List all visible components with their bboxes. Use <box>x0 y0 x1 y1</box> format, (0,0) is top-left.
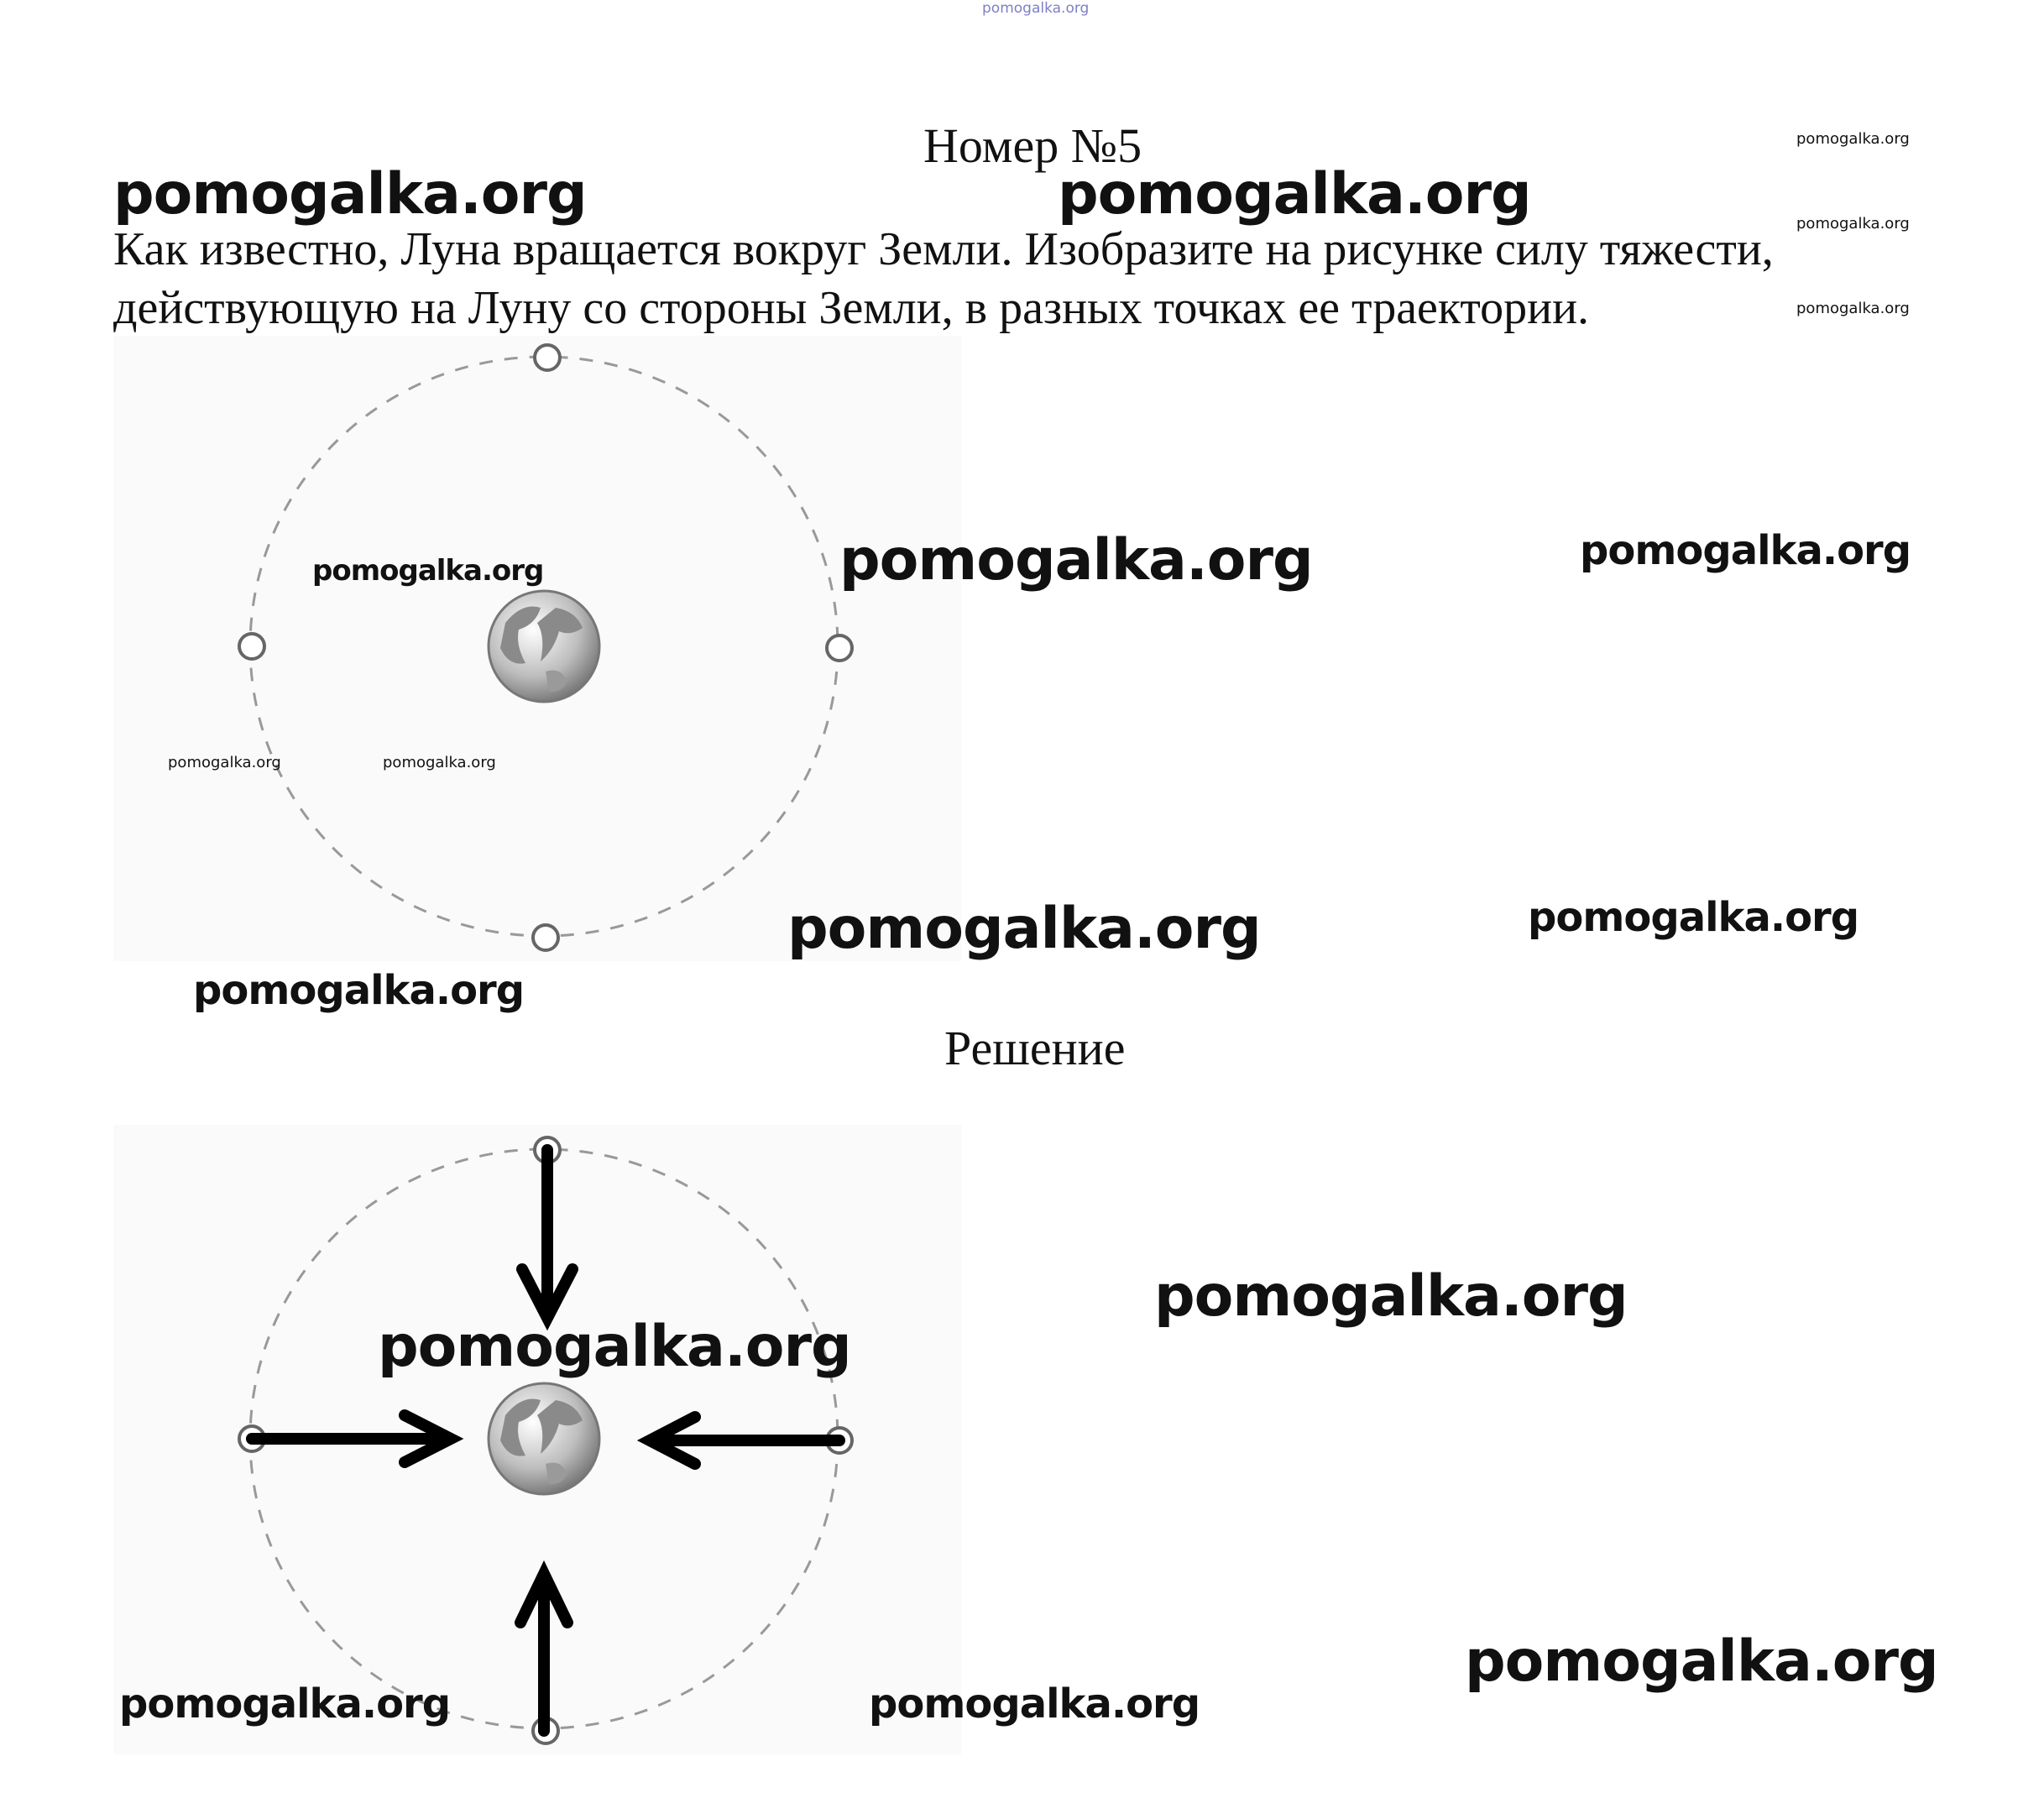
watermark: pomogalka.org <box>113 161 587 227</box>
watermark: pomogalka.org <box>383 754 496 771</box>
watermark: pomogalka.org <box>1058 161 1531 227</box>
watermark: pomogalka.org <box>1796 300 1910 317</box>
watermark: pomogalka.org <box>1580 527 1911 574</box>
watermark: pomogalka.org <box>1154 1263 1628 1330</box>
page-title: Номер №5 <box>923 118 1142 173</box>
watermark: pomogalka.org <box>839 527 1313 593</box>
watermark: pomogalka.org <box>193 967 525 1014</box>
watermark: pomogalka.org <box>1528 894 1859 941</box>
earth-globe-icon <box>489 1383 599 1494</box>
force-arrow-down <box>522 1150 572 1318</box>
watermark: pomogalka.org <box>1796 215 1910 233</box>
watermark: pomogalka.org <box>1796 130 1910 148</box>
watermark: pomogalka.org <box>119 1680 451 1728</box>
watermark: pomogalka.org <box>378 1314 851 1380</box>
header-watermark: pomogalka.org <box>982 0 1090 17</box>
problem-text-line-2: действующую на Луну со стороны Земли, в разных точках ее траектории. <box>113 282 1590 334</box>
force-arrow-up <box>520 1574 567 1731</box>
watermark: pomogalka.org <box>312 554 544 588</box>
watermark: pomogalka.org <box>787 896 1261 962</box>
watermark: pomogalka.org <box>168 754 281 771</box>
solution-heading: Решение <box>944 1021 1126 1075</box>
watermark: pomogalka.org <box>1465 1628 1938 1695</box>
force-arrow-right <box>252 1415 451 1462</box>
watermark: pomogalka.org <box>869 1680 1200 1728</box>
force-arrow-left <box>650 1417 839 1464</box>
problem-text-line-1: Как известно, Луна вращается вокруг Земли. Изобразите на рисунке силу тяжести, <box>113 223 1774 275</box>
